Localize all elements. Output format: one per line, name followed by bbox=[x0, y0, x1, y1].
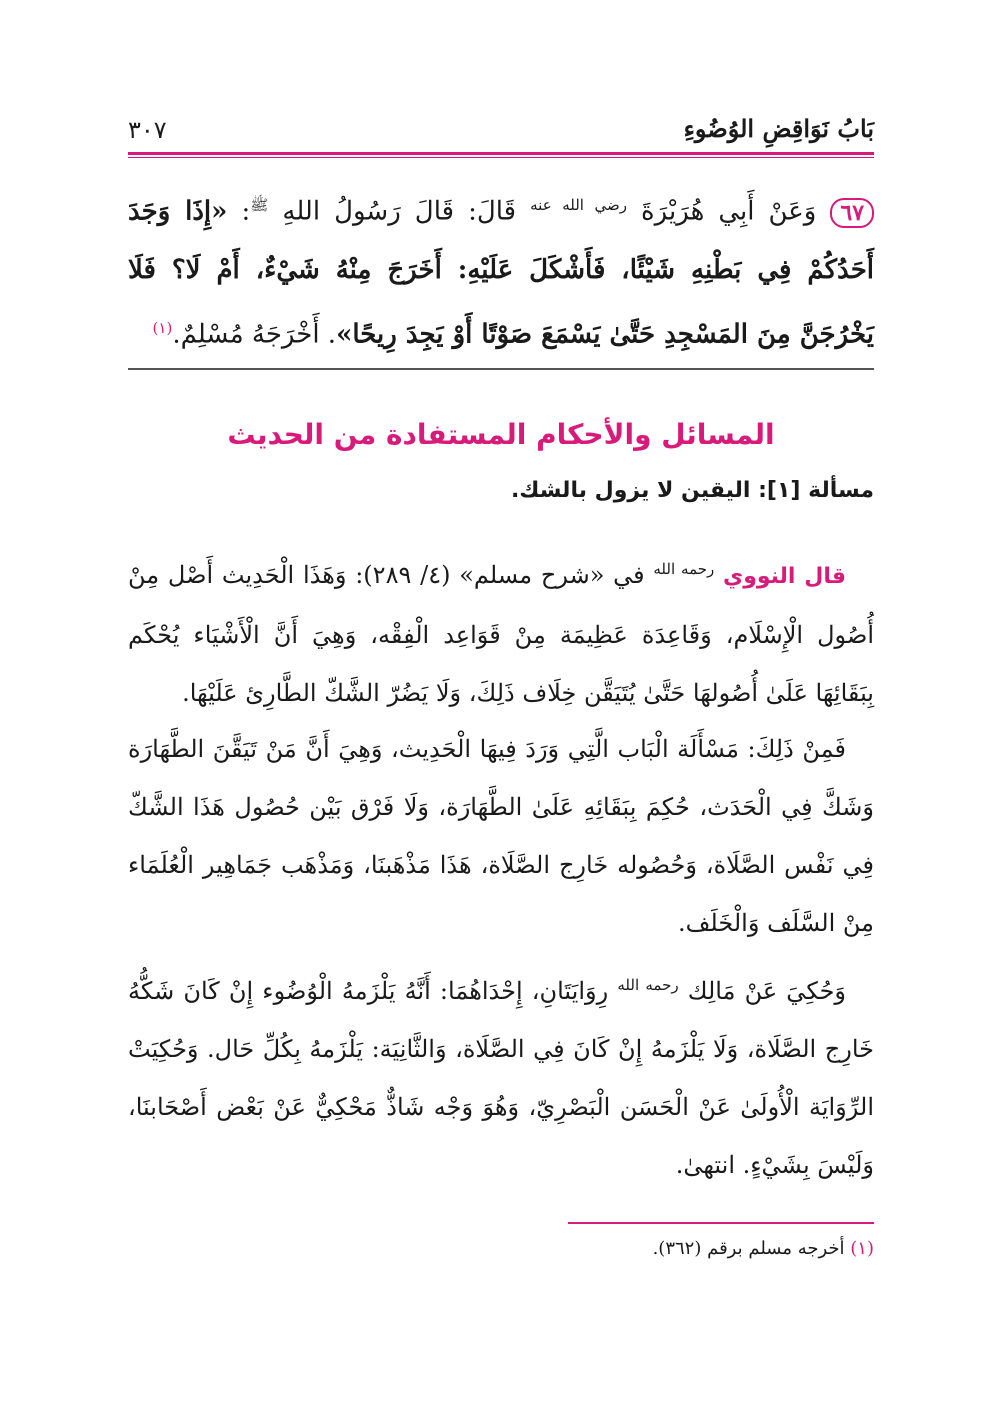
chapter-title: بَابُ نَوَاقِضِ الوُضُوءِ bbox=[683, 114, 874, 143]
hadith-matn: «إِذَا وَجَدَ أَحَدُكُمْ فِي بَطْنِهِ شَيْئًا، فَأَشْكَلَ عَلَيْهِ: أَخَرَجَ مِنْهُ شَيْءٌ، أَمْ لَا؟ فَلَا يَخْرُجَنَّ مِنَ المَسْجِدِ حَتَّىٰ يَسْمَعَ صَوْتًا أَوْ يَجِدَ رِيحًا» bbox=[128, 196, 874, 350]
paragraph-nawawi bbox=[128, 540, 874, 722]
issue-text: اليقين لا يزول بالشك. bbox=[510, 478, 751, 503]
page-header bbox=[128, 112, 874, 148]
honorific-malik: رحمه الله bbox=[617, 976, 679, 994]
paragraph-3-text: رِوَايَتَانِ، إِحْدَاهُمَا: أَنَّهُ يَلْزَمهُ الْوُضُوء إِنْ كَانَ شَكُّهُ خَارِج الصَّلَاة، وَلَا يَلْزَمهُ إِنْ كَانَ فِي الصَّلَاة، وَالثَّانِيَة: يَلْزَمهُ بِكُلِّ حَال. وَحُكِيَتْ الرِّوَايَة الْأُولَىٰ عَنْ الْحَسَن الْبَصْرِيّ، وَهُوَ وَجْه شَاذٌّ مَحْكِيٌّ عَنْ بَعْض أَصْحَابنَا، وَلَيْسَ بِشَيْءٍ. انتهىٰ. bbox=[128, 977, 874, 1179]
hadith-bottom-rule bbox=[128, 368, 874, 370]
paragraph-3-intro: وَحُكِيَ عَنْ مَالِك bbox=[687, 977, 846, 1005]
footnote-text: أخرجه مسلم برقم (٣٦٢). bbox=[652, 1238, 845, 1259]
page-number: ٣٠٧ bbox=[128, 116, 167, 144]
hadith-said: قَالَ: قَالَ رَسُولُ اللهِ bbox=[282, 196, 517, 227]
hadith-number-badge: ٦٧ bbox=[830, 198, 874, 228]
header-rule-thick bbox=[128, 152, 874, 155]
footnote bbox=[128, 1238, 874, 1259]
footnote-number: (١) bbox=[850, 1238, 874, 1259]
hadith-block bbox=[128, 176, 874, 352]
hadith-colon: : bbox=[241, 196, 251, 227]
paragraph-1-text: في «شرح مسلم» (٤/ ٢٨٩): وَهَذَا الْحَدِيث أَصْل مِنْ أُصُول الْإِسْلَام، وَقَاعِدَة عَظِيمَة مِنْ قَوَاعِد الْفِقْه، وَهِيَ أَنَّ الْأَشْيَاء يُحْكَم بِبَقَائِهَا عَلَىٰ أُصُولهَا حَتَّىٰ يُتَيَقَّن خِلَاف ذَلِكَ، وَلَا يَضُرّ الشَّكّ الطَّارِئ عَلَيْهَا. bbox=[128, 561, 875, 707]
footnote-rule bbox=[568, 1222, 874, 1224]
speaker-nawawi: قال النووي bbox=[723, 564, 847, 589]
paragraph-3 bbox=[128, 956, 874, 1194]
paragraph-2 bbox=[128, 720, 874, 952]
paragraph-2-text: فَمِنْ ذَلِكَ: مَسْأَلَة الْبَاب الَّتِي وَرَدَ فِيهَا الْحَدِيث، وَهِيَ أَنَّ مَنْ تَيَقَّنَ الطَّهَارَة وَشَكَّ فِي الْحَدَث، حُكِمَ بِبَقَائِهِ عَلَىٰ الطَّهَارَة، وَلَا فَرْق بَيْن حُصُول هَذَا الشَّكّ فِي نَفْس الصَّلَاة، وَحُصُوله خَارِج الصَّلَاة، هَذَا مَذْهَبنَا، وَمَذْهَب جَمَاهِير الْعُلَمَاء مِنْ السَّلَف وَالْخَلَف. bbox=[128, 735, 874, 937]
hadith-source: . أَخْرَجَهُ مُسْلِمٌ. bbox=[172, 319, 337, 350]
honorific-prophet: ﷺ bbox=[250, 196, 269, 214]
header-rule-thin bbox=[128, 157, 874, 158]
hadith-intro: وَعَنْ أَبِي هُرَيْرَةَ bbox=[641, 196, 817, 227]
hadith-text bbox=[128, 176, 874, 363]
section-heading: المسائل والأحكام المستفادة من الحديث bbox=[227, 418, 775, 451]
honorific-companion: رضي الله عنه bbox=[530, 196, 627, 214]
issue-label: مسألة [١]: bbox=[758, 478, 874, 503]
issue-title bbox=[128, 478, 874, 503]
honorific-nawawi: رحمه الله bbox=[653, 560, 715, 578]
footnote-reference[interactable]: (١) bbox=[152, 318, 173, 337]
